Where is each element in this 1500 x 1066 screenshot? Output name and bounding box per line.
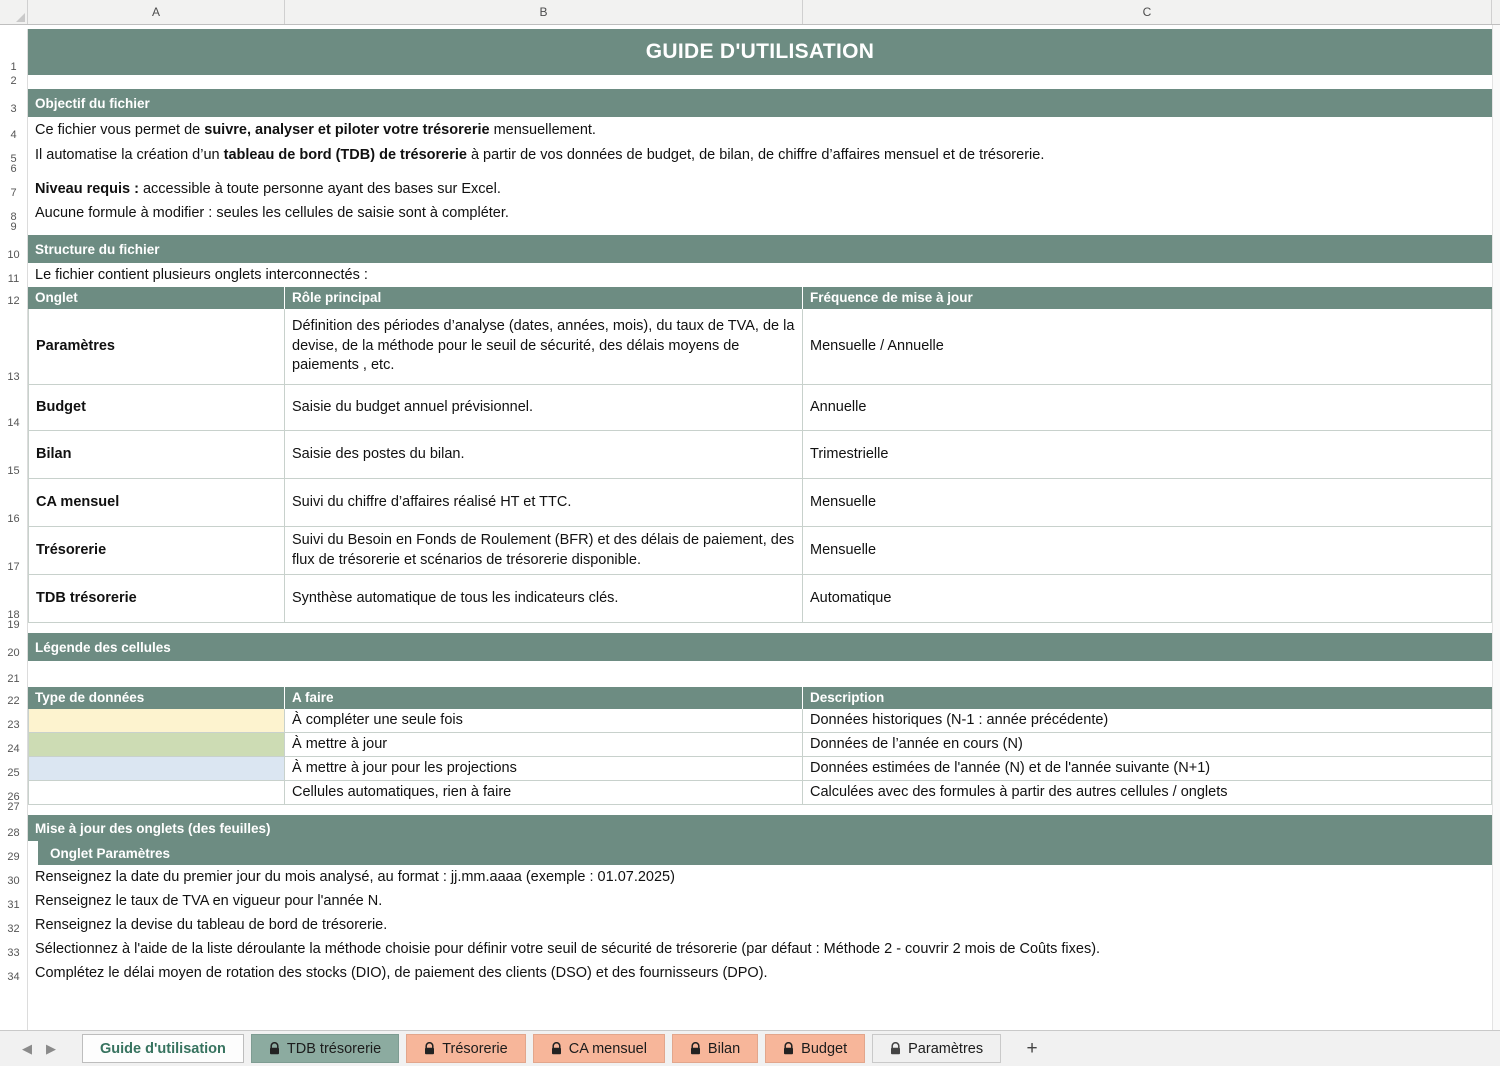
legend-cell-description[interactable]: Données estimées de l'année (N) et de l'année suivante (N+1) (803, 757, 1492, 781)
lock-icon (783, 1042, 794, 1055)
row-header[interactable]: 33 (0, 937, 28, 961)
row-header[interactable]: 20 (0, 633, 28, 661)
legend-swatch-blue[interactable] (28, 757, 285, 781)
sheet-row (0, 479, 1492, 527)
tab-scroll-left-icon[interactable]: ◀ (22, 1040, 32, 1056)
sheet-row (0, 385, 1492, 431)
tab-budget[interactable] (765, 1034, 865, 1063)
tab-tresorerie[interactable] (406, 1034, 526, 1063)
row-header[interactable]: 16 (0, 479, 28, 527)
sheet-tab-bar (0, 1030, 1500, 1066)
legend-cell-afaire[interactable]: Cellules automatiques, rien à faire (285, 781, 803, 805)
sheet-row (0, 163, 1492, 177)
row-header[interactable]: 15 (0, 431, 28, 479)
tab-label: CA mensuel (568, 1040, 647, 1057)
tab-tdb-tresorerie[interactable] (251, 1034, 399, 1063)
row-header[interactable]: 25 (0, 757, 28, 781)
empty-row[interactable] (28, 75, 1492, 89)
row-header[interactable]: 23 (0, 709, 28, 733)
legend-cell-description[interactable]: Données historiques (N-1 : année précédente) (803, 709, 1492, 733)
empty-area[interactable] (28, 985, 1492, 1030)
row-header[interactable]: 17 (0, 527, 28, 575)
structure-cell-frequence[interactable]: Mensuelle / Annuelle (803, 309, 1492, 385)
column-header-c[interactable]: C (803, 0, 1492, 24)
sheet-row (0, 29, 1492, 75)
column-header-bar (0, 0, 1500, 25)
text-segment: Renseignez la date du premier jour du mois analysé, au format : jj.mm.aaaa (exemple : 01.07.2025) (35, 869, 675, 885)
sheet-row (0, 89, 1492, 117)
sheet-row (0, 431, 1492, 479)
row-header[interactable]: 30 (0, 865, 28, 889)
tab-label: Guide d'utilisation (100, 1040, 226, 1057)
tab-scroll-right-icon[interactable]: ▶ (46, 1040, 56, 1056)
legend-cell-description[interactable]: Données de l’année en cours (N) (803, 733, 1492, 757)
text-cell[interactable] (28, 177, 1492, 201)
sheet-row (0, 661, 1492, 687)
sheet-row (0, 961, 1492, 985)
legend-swatch-yellow[interactable] (28, 709, 285, 733)
add-sheet-button[interactable]: + (1026, 1037, 1038, 1059)
structure-cell-onglet[interactable]: Paramètres (28, 309, 285, 385)
subsection-header-onglet-parametres[interactable]: Onglet Paramètres (38, 841, 1492, 865)
text-cell[interactable] (28, 201, 1492, 225)
sheet-row (0, 263, 1492, 287)
row-header[interactable]: 18 (0, 575, 28, 623)
row-header[interactable]: 26 (0, 781, 28, 805)
text-segment-bold: suivre, analyser et piloter votre trésorerie (204, 122, 490, 138)
text-cell[interactable] (28, 263, 1492, 287)
lock-icon (269, 1042, 280, 1055)
empty-row[interactable] (28, 661, 1492, 687)
tab-label: TDB trésorerie (286, 1040, 382, 1057)
sheet-row (0, 177, 1492, 201)
text-segment: Ce fichier vous permet de (35, 122, 205, 138)
section-header-structure[interactable]: Structure du fichier (28, 235, 1492, 263)
sheet-row (0, 143, 1492, 167)
legend-cell-afaire[interactable]: À mettre à jour pour les projections (285, 757, 803, 781)
row-header[interactable]: 2 (0, 75, 28, 89)
sheet-row (0, 889, 1492, 913)
tab-bilan[interactable] (672, 1034, 758, 1063)
column-header-a[interactable]: A (28, 0, 285, 24)
legend-cell-afaire[interactable]: À compléter une seule fois (285, 709, 803, 733)
text-cell[interactable] (28, 937, 1492, 961)
sheet-row (0, 709, 1492, 733)
legend-swatch-green[interactable] (28, 733, 285, 757)
row-header[interactable]: 31 (0, 889, 28, 913)
empty-row[interactable] (28, 805, 1492, 815)
row-header[interactable]: 11 (0, 263, 28, 287)
text-segment-bold: Niveau requis : (35, 181, 143, 197)
text-segment: mensuellement. (489, 122, 596, 138)
structure-cell-frequence[interactable]: Annuelle (803, 385, 1492, 431)
row-header[interactable]: 34 (0, 961, 28, 985)
sheet-row (0, 575, 1492, 623)
text-segment: Renseignez la devise du tableau de bord de trésorerie. (35, 917, 388, 933)
row-header[interactable]: 13 (0, 309, 28, 385)
structure-cell-onglet[interactable]: Trésorerie (28, 527, 285, 575)
structure-header-onglet[interactable]: Onglet (28, 287, 285, 309)
structure-header-role[interactable]: Rôle principal (285, 287, 803, 309)
row-header[interactable]: 32 (0, 913, 28, 937)
sheet-row (0, 287, 1492, 309)
text-cell[interactable] (28, 143, 1492, 167)
text-cell[interactable] (28, 961, 1492, 985)
lock-icon (690, 1042, 701, 1055)
structure-cell-role[interactable]: Saisie des postes du bilan. (285, 431, 803, 479)
legend-cell-description[interactable]: Calculées avec des formules à partir des autres cellules / onglets (803, 781, 1492, 805)
row-header[interactable]: 7 (0, 177, 28, 201)
row-header[interactable]: 4 (0, 117, 28, 143)
sheet-row (0, 865, 1492, 889)
section-header-legende[interactable]: Légende des cellules (28, 633, 1492, 661)
row-header[interactable]: 1 (0, 29, 28, 75)
sheet-row (0, 75, 1492, 89)
legend-swatch-white[interactable] (28, 781, 285, 805)
lock-icon (551, 1042, 562, 1055)
row-header[interactable]: 8 (0, 201, 28, 225)
row-header[interactable]: 3 (0, 89, 28, 117)
sheet-row (0, 309, 1492, 385)
structure-cell-frequence[interactable]: Trimestrielle (803, 431, 1492, 479)
tab-label: Bilan (707, 1040, 741, 1057)
sheet-row (0, 235, 1492, 263)
sheet-row (0, 687, 1492, 709)
sheet-row (0, 527, 1492, 575)
structure-cell-role[interactable]: Définition des périodes d’analyse (dates, années, mois), du taux de TVA, de la devise, de la méthode pour le seuil de sécurité, des délais moyens de paiements , etc. (285, 309, 803, 385)
tab-guide-utilisation[interactable] (82, 1034, 244, 1063)
sheet-row (0, 781, 1492, 805)
row-header[interactable]: 9 (0, 225, 28, 235)
row-header-empty (0, 985, 28, 1030)
tab-label: Trésorerie (442, 1040, 508, 1057)
sheet-row (0, 633, 1492, 661)
empty-row[interactable] (28, 167, 1492, 177)
structure-cell-role[interactable]: Suivi du Besoin en Fonds de Roulement (BFR) et des délais de paiement, des flux de trésorerie et scénarios de trésorerie disponible. (285, 527, 803, 575)
tab-label: Paramètres (908, 1040, 984, 1057)
text-cell[interactable] (28, 117, 1492, 143)
sheet-row (0, 201, 1492, 225)
row-header[interactable]: 28 (0, 815, 28, 841)
tab-label: Budget (801, 1040, 848, 1057)
section-header-mise-a-jour[interactable]: Mise à jour des onglets (des feuilles) (28, 815, 1492, 841)
sheet-row (0, 801, 1492, 815)
legend-cell-afaire[interactable]: À mettre à jour (285, 733, 803, 757)
lock-icon (890, 1042, 901, 1055)
text-segment: Aucune formule à modifier : seules les cellules de saisie sont à compléter. (35, 205, 509, 221)
empty-row[interactable] (28, 623, 1492, 633)
row-header[interactable]: 12 (0, 287, 28, 309)
sheet-row (0, 841, 1492, 865)
structure-cell-role[interactable]: Saisie du budget annuel prévisionnel. (285, 385, 803, 431)
row-header[interactable]: 5 (0, 143, 28, 167)
structure-cell-frequence[interactable]: Mensuelle (803, 527, 1492, 575)
row-header[interactable]: 29 (0, 841, 28, 865)
select-all-corner[interactable] (0, 0, 28, 24)
text-segment: Complétez le délai moyen de rotation des stocks (DIO), de paiement des clients (DSO) et des fournisseurs (DPO). (35, 965, 768, 981)
sheet-row (0, 619, 1492, 633)
structure-cell-role[interactable]: Synthèse automatique de tous les indicateurs clés. (285, 575, 803, 623)
row-header[interactable]: 19 (0, 623, 28, 633)
sheet-grid (0, 25, 1492, 1030)
sheet-row (0, 757, 1492, 781)
structure-cell-onglet[interactable]: Budget (28, 385, 285, 431)
vertical-scrollbar[interactable] (1492, 25, 1500, 1030)
structure-cell-frequence[interactable]: Mensuelle (803, 479, 1492, 527)
structure-cell-onglet[interactable]: TDB trésorerie (28, 575, 285, 623)
row-header[interactable]: 24 (0, 733, 28, 757)
structure-cell-role[interactable]: Suivi du chiffre d’affaires réalisé HT et TTC. (285, 479, 803, 527)
structure-cell-onglet[interactable]: Bilan (28, 431, 285, 479)
structure-cell-frequence[interactable]: Automatique (803, 575, 1492, 623)
text-cell[interactable] (28, 865, 1492, 889)
tab-parametres[interactable] (872, 1034, 1001, 1063)
legend-header-description[interactable]: Description (803, 687, 1492, 709)
sheet-row (0, 221, 1492, 235)
tab-ca-mensuel[interactable] (533, 1034, 665, 1063)
text-segment: Le fichier contient plusieurs onglets interconnectés : (35, 267, 368, 283)
sheet-row (0, 117, 1492, 143)
sheet-row (0, 937, 1492, 961)
text-segment: Sélectionnez à l'aide de la liste déroulante la méthode choisie pour définir votre seuil de sécurité de trésorerie (par défaut : Méthode 2 - couvrir 2 mois de Coûts fixes). (35, 941, 1101, 957)
sheet-row-empty (0, 985, 1492, 1030)
row-header[interactable]: 21 (0, 661, 28, 687)
text-segment: Il automatise la création d’un (35, 147, 224, 163)
lock-icon (424, 1042, 435, 1055)
row-header[interactable]: 10 (0, 235, 28, 263)
legend-header-afaire[interactable]: A faire (285, 687, 803, 709)
legend-header-type[interactable]: Type de données (28, 687, 285, 709)
text-cell[interactable] (28, 889, 1492, 913)
sheet-row (0, 733, 1492, 757)
sheet-row (0, 913, 1492, 937)
structure-cell-onglet[interactable]: CA mensuel (28, 479, 285, 527)
row-header[interactable]: 6 (0, 167, 28, 177)
column-header-b[interactable]: B (285, 0, 803, 24)
text-segment: à partir de vos données de budget, de bilan, de chiffre d’affaires mensuel et de trésorerie. (466, 147, 1045, 163)
page-title[interactable]: GUIDE D'UTILISATION (28, 29, 1492, 75)
text-segment-bold: tableau de bord (TDB) de trésorerie (223, 147, 467, 163)
row-header[interactable]: 27 (0, 805, 28, 815)
text-cell[interactable] (28, 913, 1492, 937)
section-header-objectif[interactable]: Objectif du fichier (28, 89, 1492, 117)
structure-header-frequence[interactable]: Fréquence de mise à jour (803, 287, 1492, 309)
sheet-row (0, 815, 1492, 841)
text-segment: Renseignez le taux de TVA en vigueur pour l'année N. (35, 893, 383, 909)
text-segment: accessible à toute personne ayant des bases sur Excel. (142, 181, 501, 197)
row-header[interactable]: 14 (0, 385, 28, 431)
row-header[interactable]: 22 (0, 687, 28, 709)
empty-row[interactable] (28, 225, 1492, 235)
